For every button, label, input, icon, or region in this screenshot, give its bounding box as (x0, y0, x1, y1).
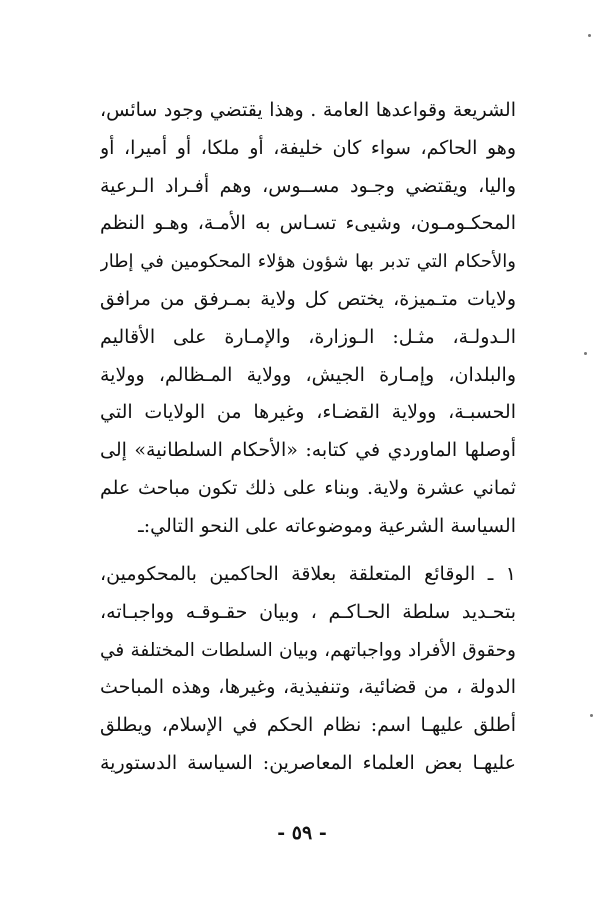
paragraph-2 (100, 556, 516, 783)
paragraph-1 (100, 92, 516, 546)
text-line: المحكـومـون، وشيىء تسـاس به الأمـة، وهـو النظم (100, 212, 516, 235)
text-line: أوصلها الماوردي في كتابه: «الأحكام السلطانية» إلى (100, 439, 516, 462)
scan-speck (584, 352, 587, 355)
text-line: ثماني عشرة ولاية. وبناء على ذلك تكون مباحث علم (100, 476, 516, 499)
text-line: واليا، ويقتضي وجـود مســوس، وهم أفـراد الـرعية (100, 174, 516, 197)
text-line: ولايات متـميزة، يختص كل ولاية بمـرفق من مرافق (100, 287, 516, 310)
text-line: والأحكام التي تدبر بها شؤون هؤلاء المحكومين في إطار (100, 251, 516, 273)
text-line: وحقوق الأفراد وواجباتهم، وبيان السلطات المختلفة في (100, 639, 516, 661)
text-line: الحسبـة، وولاية القضـاء، وغيرها من الولايات التي (100, 401, 516, 424)
text-line: والبلدان، وإمـارة الجيش، وولاية المـظالم، وولاية (100, 363, 516, 386)
text-line: السياسة الشرعية وموضوعاته على النحو التالي:ـ (138, 514, 516, 537)
text-line: وهو الحاكم، سواء كان خليفة، أو ملكا، أو أميرا، أو (100, 136, 516, 159)
text-line: بتحـديد سلطة الحـاكـم ، وبيان حقـوقـه وواجبـاته، (100, 600, 516, 623)
scan-speck (590, 714, 593, 717)
text-line: الدولة ، من قضائية، وتنفيذية، وغيرها، وهذه المباحث (100, 676, 516, 699)
page-number: - ٥٩ - (277, 822, 327, 844)
text-line: الشريعة وقواعدها العامة . وهذا يقتضي وجود سائس، (100, 99, 516, 121)
text-line: ١ ـ الوقائع المتعلقة بعلاقة الحاكمين بالمحكومين، (100, 563, 516, 585)
text-line: الـدولـة، مثـل: الـوزارة، والإمـارة على الأقاليم (100, 325, 516, 348)
text-line: أطلق عليهـا اسم: نظام الحكم في الإسلام، ويطلق (100, 714, 516, 737)
text-line: عليهـا بعض العلماء المعاصرين: السياسة الدستورية (100, 751, 516, 774)
scan-speck (588, 34, 591, 37)
